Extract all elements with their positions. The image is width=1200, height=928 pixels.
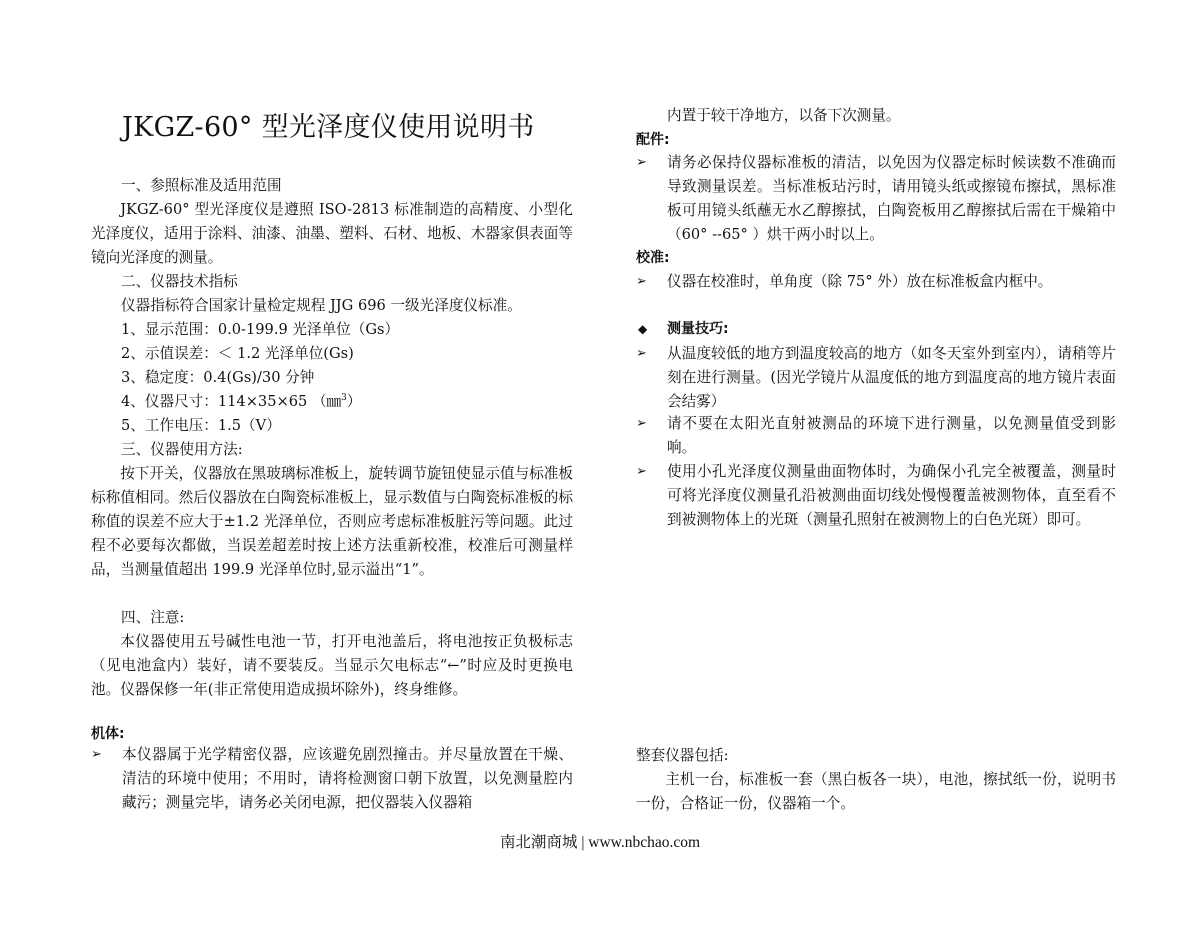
section-4-body: 本仪器使用五号碱性电池一节，打开电池盖后，将电池按正负极标志（见电池盒内）装好，请不要装反。当显示欠电标志“←”时应及时更换电池。仪器保修一年(非正常使用造成损坏除外)，终身维修。 — [91, 633, 573, 698]
tip-item-text: 从温度较低的地方到温度较高的地方（如冬天室外到室内），请稍等片刻在进行测量。(因光学镜片从温度低的地方到温度高的地方镜片表面会结雾） — [667, 345, 1116, 410]
continued-text: 内置于较干净地方，以备下次测量。 — [667, 107, 901, 124]
spec-item: 3、稳定度：0.4(Gs)/30 分钟 — [121, 369, 315, 386]
section-4-heading: 四、注意: — [121, 609, 185, 626]
arrow-bullet-icon: ➢ — [636, 416, 647, 431]
tip-item-text: 使用小孔光泽度仪测量曲面物体时，为确保小孔完全被覆盖，测量时可将光泽度仪测量孔沿被测曲面切线处慢慢覆盖被测物体，直至看不到被测物体上的光斑（测量孔照射在被测物上的白色光斑）即可。 — [667, 463, 1116, 528]
spec-text-tail: ） — [346, 393, 362, 410]
section-3-heading: 三、仪器使用方法: — [121, 441, 243, 458]
spec-text: 4、仪器尺寸：114×35×65 （㎜ — [121, 393, 342, 410]
spec-item: 5、工作电压：1.5（V） — [121, 417, 281, 434]
calibration-item-text: 仪器在校准时，单角度（除 75° 外）放在标准板盒内框中。 — [667, 273, 1053, 290]
section-1-heading: 一、参照标准及适用范围 — [121, 177, 282, 194]
kit-body: 主机一台，标准板一套（黑白板各一块），电池，擦拭纸一份，说明书一份，合格证一份，仪器箱一个。 — [636, 771, 1116, 812]
spec-item: 2、示值误差：＜ 1.2 光泽单位(Gs) — [121, 345, 354, 362]
section-3-body: 按下开关，仪器放在黑玻璃标准板上，旋转调节旋钮使显示值与标准板标称值相同。然后仪器放在白陶瓷标准板上，显示数值与白陶瓷标准板的标称值的误差不应大于±1.2 光泽单位，否则应考虑标准板脏污等问题。此过程不必要每次都做，当误差超差时按上述方法重新校准，校准后可测量样品，当测量值超出 199.9 光泽单位时,显示溢出“1”。 — [91, 465, 573, 578]
section-1-body: JKGZ-60° 型光泽度仪是遵照 ISO-2813 标准制造的高精度、小型化光泽度仪，适用于涂料、油漆、油墨、塑料、石材、地板、木器家俱表面等镜向光泽度的测量。 — [91, 201, 573, 266]
spec-item — [121, 390, 361, 414]
unit-superscript: 3 — [341, 393, 347, 404]
footer-site-link[interactable]: 南北潮商城 | www.nbchao.com — [499, 834, 701, 851]
arrow-bullet-icon: ➢ — [636, 346, 647, 361]
spec-item: 1、显示范围：0.0-199.9 光泽单位（Gs） — [121, 321, 400, 338]
arrow-bullet-icon: ➢ — [636, 274, 647, 289]
parts-item-text: 请务必保持仪器标准板的清洁，以免因为仪器定标时候读数不准确而导致测量误差。当标准板玷污时，请用镜头纸或擦镜布擦拭，黑标准板可用镜头纸蘸无水乙醇擦拭，白陶瓷板用乙醇擦拭后需在干燥箱中（60° --65° ）烘干两小时以上。 — [667, 154, 1116, 243]
section-2-intro: 仪器指标符合国家计量检定规程 JJG 696 一级光泽度仪标准。 — [121, 297, 522, 314]
kit-heading: 整套仪器包括: — [636, 747, 729, 764]
arrow-bullet-icon: ➢ — [91, 747, 102, 762]
tips-heading: 测量技巧: — [667, 321, 729, 337]
diamond-bullet-icon: ◆ — [638, 322, 648, 336]
document-title: JKGZ-60° 型光泽度仪使用说明书 — [122, 112, 535, 143]
arrow-bullet-icon: ➢ — [636, 155, 647, 170]
parts-heading: 配件: — [636, 132, 670, 148]
arrow-bullet-icon: ➢ — [636, 464, 647, 479]
body-item-text: 本仪器属于光学精密仪器，应该避免剧烈撞击。并尽量放置在干燥、清洁的环境中使用；不用时，请将检测窗口朝下放置，以免测量腔内藏污；测量完毕，请务必关闭电源，把仪器装入仪器箱 — [122, 746, 573, 811]
tip-item-text: 请不要在太阳光直射被测品的环境下进行测量，以免测量值受到影响。 — [667, 415, 1116, 456]
body-heading: 机体: — [91, 726, 125, 742]
section-2-heading: 二、仪器技术指标 — [121, 273, 238, 290]
calibration-heading: 校准: — [636, 250, 670, 266]
